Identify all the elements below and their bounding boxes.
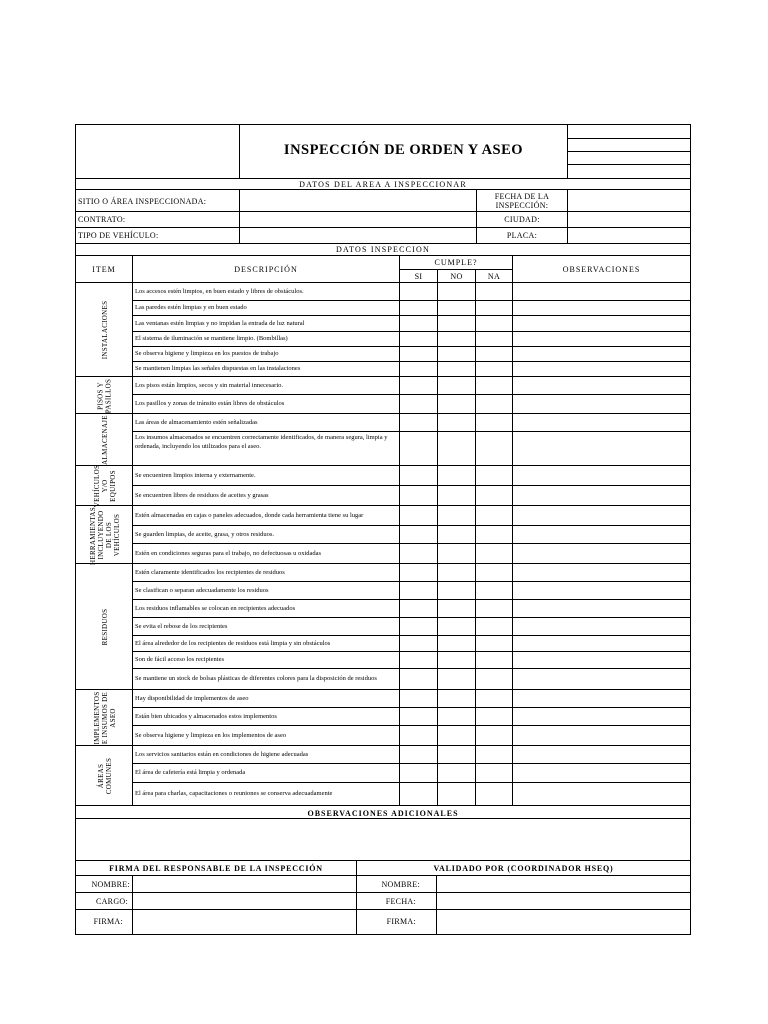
col-descripcion-header: [133, 256, 400, 283]
item-description: [133, 746, 400, 764]
observaciones-cell[interactable]: [513, 783, 691, 806]
sitio-label-cell: [76, 190, 240, 212]
observaciones-cell[interactable]: [513, 544, 691, 564]
no-cell[interactable]: [438, 414, 476, 432]
na-cell[interactable]: [476, 506, 513, 526]
nombre-label-cell: [76, 876, 133, 893]
item-description: [133, 618, 400, 636]
no-cell[interactable]: [438, 377, 476, 395]
na-cell[interactable]: [476, 347, 513, 362]
item-description-text: Las paredes estén limpias y en buen estado: [135, 304, 247, 311]
item-description-text: Las ventanas estén limpias y no impidan la entrada de luz natural: [135, 319, 305, 327]
observaciones-cell[interactable]: [513, 362, 691, 377]
na-cell[interactable]: [476, 636, 513, 652]
na-cell[interactable]: [476, 746, 513, 764]
item-group-label: [76, 466, 133, 506]
na-cell[interactable]: [476, 708, 513, 726]
item-description: [133, 526, 400, 544]
col-si-label: SI: [414, 272, 423, 281]
item-group-text: INSTALACIONES: [100, 300, 109, 360]
observaciones-cell[interactable]: [513, 316, 691, 332]
item-description-text: Se encuentren limpios interna y externamente.: [135, 471, 256, 479]
observaciones-cell[interactable]: [513, 669, 691, 690]
observaciones-cell[interactable]: [513, 466, 691, 486]
tipo-vehiculo-label: TIPO DE VEHÍCULO:: [78, 231, 159, 240]
item-description: [133, 544, 400, 564]
item-group-text: HERRAMIENTAS, INCLUYENDO DE LOS VEHÍCULOS: [88, 505, 121, 565]
na-cell[interactable]: [476, 414, 513, 432]
na-cell[interactable]: [476, 362, 513, 377]
item-description: [133, 636, 400, 652]
observaciones-cell[interactable]: [513, 652, 691, 669]
item-description: [133, 652, 400, 669]
tipo-vehiculo-label-cell: [76, 228, 240, 244]
fecha-label-r: FECHA:: [385, 897, 416, 906]
col-na-header: [476, 270, 513, 283]
col-observaciones-header: [513, 256, 691, 283]
item-description: [133, 414, 400, 432]
firma-label-cell-r: [357, 910, 437, 935]
col-no-header: [438, 270, 476, 283]
sitio-field[interactable]: [240, 190, 477, 212]
item-description: [133, 582, 400, 600]
item-description: [133, 690, 400, 708]
item-description-text: Se observa higiene y limpieza en los implementos de aseo: [135, 731, 287, 739]
na-cell[interactable]: [476, 395, 513, 414]
doc-date-cell[interactable]: [568, 152, 691, 165]
observaciones-cell[interactable]: [513, 600, 691, 618]
item-description: [133, 362, 400, 377]
observaciones-cell[interactable]: [513, 746, 691, 764]
item-description-text: Se evita el rebose de los recipientes: [135, 622, 228, 630]
na-cell[interactable]: [476, 377, 513, 395]
si-cell[interactable]: [400, 301, 438, 316]
firma-label-cell: [76, 910, 133, 935]
fecha-label-cell-r: [357, 893, 437, 910]
item-group-text: PISOS Y PASILLOS: [96, 378, 113, 413]
item-description-text: Se mantienen limpias las señales dispuestas en las instalaciones: [135, 365, 301, 372]
contrato-label-cell: [76, 212, 240, 228]
ciudad-field[interactable]: [568, 212, 691, 228]
tipo-vehiculo-field[interactable]: [240, 228, 477, 244]
si-cell[interactable]: [400, 506, 438, 526]
si-cell[interactable]: [400, 669, 438, 690]
observaciones-cell[interactable]: [513, 526, 691, 544]
nombre-label-cell-r: [357, 876, 437, 893]
observaciones-cell[interactable]: [513, 506, 691, 526]
no-cell[interactable]: [438, 301, 476, 316]
item-description-text: Son de fácil acceso los recipientes: [135, 656, 224, 663]
si-cell[interactable]: [400, 636, 438, 652]
na-cell[interactable]: [476, 600, 513, 618]
si-cell[interactable]: [400, 652, 438, 669]
contrato-label: CONTRATO:: [78, 215, 126, 224]
observaciones-cell[interactable]: [513, 395, 691, 414]
observaciones-cell[interactable]: [513, 414, 691, 432]
section-datos-area-title: DATOS DEL AREA A INSPECCIONAR: [299, 180, 467, 189]
item-description-text: Se encuentren libres de residuos de aceites y grasas: [135, 491, 269, 499]
observaciones-cell[interactable]: [513, 582, 691, 600]
firma-responsable-header: [76, 861, 357, 876]
na-cell[interactable]: [476, 783, 513, 806]
si-cell[interactable]: [400, 332, 438, 347]
item-description: [133, 783, 400, 806]
firma-responsable-title: FIRMA DEL RESPONSABLE DE LA INSPECCIÓN: [109, 864, 323, 873]
na-cell[interactable]: [476, 564, 513, 582]
si-cell[interactable]: [400, 347, 438, 362]
item-group-text: RESIDUOS: [100, 608, 109, 646]
fecha-label-line1: FECHA DE LA: [494, 192, 550, 201]
item-description-text: El área alrededor de los recipientes de residuos está limpia y sin obstáculos: [135, 639, 331, 647]
si-cell[interactable]: [400, 544, 438, 564]
item-description-text: El área de cafetería está limpia y ordenada: [135, 769, 246, 776]
observaciones-cell[interactable]: [513, 726, 691, 746]
item-description-text: Estén claramente identificados los recipientes de residuos: [135, 568, 285, 576]
no-cell[interactable]: [438, 395, 476, 414]
no-cell[interactable]: [438, 466, 476, 486]
item-group-label: [76, 564, 133, 690]
observaciones-cell[interactable]: [513, 564, 691, 582]
item-group-label: [76, 283, 133, 377]
si-cell[interactable]: [400, 618, 438, 636]
no-cell[interactable]: [438, 432, 476, 466]
item-description: [133, 708, 400, 726]
na-cell[interactable]: [476, 316, 513, 332]
na-cell[interactable]: [476, 690, 513, 708]
observaciones-cell[interactable]: [513, 283, 691, 301]
item-group-text: ÁREAS COMUNES: [96, 757, 113, 795]
no-cell[interactable]: [438, 283, 476, 301]
placa-field[interactable]: [568, 228, 691, 244]
observaciones-adicionales-field[interactable]: [76, 819, 691, 861]
item-group-text: IMPLEMENTOS E INSUMOS DE ASEO: [92, 691, 117, 745]
si-cell[interactable]: [400, 526, 438, 544]
doc-page-cell[interactable]: [568, 165, 691, 179]
item-description-text: Los pisos están limpios, secos y sin material innecesario.: [135, 381, 284, 389]
fecha-label-line2: INSPECCIÓN:: [495, 201, 549, 210]
no-cell[interactable]: [438, 506, 476, 526]
page-title: INSPECCIÓN DE ORDEN Y ASEO: [283, 142, 524, 158]
observaciones-cell[interactable]: [513, 347, 691, 362]
si-cell[interactable]: [400, 395, 438, 414]
item-group-label: [76, 746, 133, 806]
doc-version-cell[interactable]: [568, 139, 691, 152]
si-cell[interactable]: [400, 726, 438, 746]
item-description-text: Estén en condiciones seguras para el trabajo, no defectuosas u oxidadas: [135, 549, 322, 557]
validado-por-title: VALIDADO POR (COORDINADOR HSEQ): [433, 864, 614, 873]
col-item-header: [76, 256, 133, 283]
no-cell[interactable]: [438, 690, 476, 708]
item-description-text: Los residuos inflamables se colocan en recipientes adecuados: [135, 604, 296, 612]
section-datos-inspeccion: [76, 244, 691, 256]
ciudad-label: CIUDAD:: [504, 215, 540, 224]
item-description: [133, 301, 400, 316]
item-group-text: ALMACENAJE: [100, 415, 109, 465]
si-cell[interactable]: [400, 582, 438, 600]
item-description: [133, 432, 400, 466]
na-cell[interactable]: [476, 466, 513, 486]
col-descripcion-label: DESCRIPCIÓN: [234, 265, 298, 274]
observaciones-adicionales-header: [76, 809, 691, 819]
doc-code-cell[interactable]: [568, 125, 691, 139]
inspection-form: [75, 124, 691, 935]
nombre-label-r: NOMBRE:: [381, 880, 420, 889]
no-cell[interactable]: [438, 347, 476, 362]
item-description: [133, 564, 400, 582]
si-cell[interactable]: [400, 746, 438, 764]
no-cell[interactable]: [438, 332, 476, 347]
item-description-text: Se mantiene un stock de bolsas plásticas de diferentes colores para la disposición de residuos: [135, 675, 377, 682]
no-cell[interactable]: [438, 783, 476, 806]
observaciones-cell[interactable]: [513, 301, 691, 316]
item-description: [133, 600, 400, 618]
item-group-label: [76, 506, 133, 564]
no-cell[interactable]: [438, 582, 476, 600]
si-cell[interactable]: [400, 316, 438, 332]
item-group-text: VEHÍCULOS Y/O EQUIPOS: [92, 464, 117, 508]
si-cell[interactable]: [400, 486, 438, 506]
item-description-text: Las áreas de almacenamiento estén señalizadas: [135, 418, 258, 426]
no-cell[interactable]: [438, 652, 476, 669]
no-cell[interactable]: [438, 600, 476, 618]
si-cell[interactable]: [400, 690, 438, 708]
observaciones-cell[interactable]: [513, 377, 691, 395]
observaciones-cell[interactable]: [513, 708, 691, 726]
na-cell[interactable]: [476, 618, 513, 636]
cargo-field[interactable]: [133, 893, 357, 910]
item-description: [133, 466, 400, 486]
item-description: [133, 395, 400, 414]
item-description: [133, 316, 400, 332]
na-cell[interactable]: [476, 332, 513, 347]
na-cell[interactable]: [476, 283, 513, 301]
firma-label: FIRMA:: [93, 917, 123, 926]
observaciones-cell[interactable]: [513, 764, 691, 783]
observaciones-cell[interactable]: [513, 618, 691, 636]
na-cell[interactable]: [476, 544, 513, 564]
placa-label: PLACA:: [506, 231, 538, 240]
sitio-label: SITIO O ÁREA INSPECCIONADA:: [78, 197, 207, 206]
col-na-label: NA: [487, 272, 501, 281]
no-cell[interactable]: [438, 362, 476, 377]
item-description-text: Se observa higiene y limpieza en los puestos de trabajo: [135, 350, 279, 357]
no-cell[interactable]: [438, 746, 476, 764]
item-group-label: [76, 690, 133, 746]
si-cell[interactable]: [400, 466, 438, 486]
item-description-text: Se guarden limpias, de aceite, grasa, y otros residuos.: [135, 530, 274, 538]
si-cell[interactable]: [400, 783, 438, 806]
fecha-field-r[interactable]: [437, 893, 691, 910]
item-description: [133, 377, 400, 395]
si-cell[interactable]: [400, 414, 438, 432]
item-group-label: [76, 377, 133, 414]
no-cell[interactable]: [438, 544, 476, 564]
item-group-label: [76, 414, 133, 466]
logo-area: [76, 125, 240, 179]
si-cell[interactable]: [400, 600, 438, 618]
na-cell[interactable]: [476, 486, 513, 506]
na-cell[interactable]: [476, 526, 513, 544]
si-cell[interactable]: [400, 377, 438, 395]
firma-label-r: FIRMA:: [386, 917, 416, 926]
no-cell[interactable]: [438, 669, 476, 690]
item-description-text: Están bien ubicados y almacenados estos implementos: [135, 712, 277, 720]
item-description-text: Se clasifican o separan adecuadamente los residuos: [135, 586, 269, 594]
col-cumple-header: [400, 256, 513, 270]
na-cell[interactable]: [476, 669, 513, 690]
nombre-field-r[interactable]: [437, 876, 691, 893]
section-datos-inspeccion-title: DATOS INSPECCION: [336, 245, 430, 254]
item-description-text: Los insumos almacenados se encuentren correctamente identificados, de manera segura, limpia y ordenada, incluyendo los utilizados para el aseo.: [135, 434, 388, 450]
observaciones-adicionales-title: OBSERVACIONES ADICIONALES: [307, 809, 459, 818]
item-description-text: El área para charlas, capacitaciones o reuniones se conserva adecuadamente: [135, 790, 333, 797]
item-description-text: Estén almacenadas en cajas o paneles adecuados, donde cada herramienta tiene su lugar: [135, 511, 364, 519]
col-si-header: [400, 270, 438, 283]
ciudad-label-cell: [477, 212, 568, 228]
nombre-field[interactable]: [133, 876, 357, 893]
observaciones-cell[interactable]: [513, 486, 691, 506]
si-cell[interactable]: [400, 564, 438, 582]
item-description: [133, 764, 400, 783]
col-item-label: ITEM: [92, 265, 116, 274]
observaciones-cell[interactable]: [513, 690, 691, 708]
col-observaciones-label: OBSERVACIONES: [562, 265, 641, 274]
nombre-label: NOMBRE:: [91, 880, 130, 889]
no-cell[interactable]: [438, 618, 476, 636]
section-datos-area: [76, 179, 691, 190]
si-cell[interactable]: [400, 764, 438, 783]
placa-label-cell: [477, 228, 568, 244]
fecha-label-cell: [477, 190, 568, 212]
item-description-text: Los servicios sanitarios están en condiciones de higiene adecuadas: [135, 750, 309, 758]
no-cell[interactable]: [438, 564, 476, 582]
item-description: [133, 283, 400, 301]
observaciones-cell[interactable]: [513, 432, 691, 466]
item-description-text: Los accesos estén limpios, en buen estado y libres de obstáculos.: [135, 287, 304, 295]
no-cell[interactable]: [438, 764, 476, 783]
no-cell[interactable]: [438, 486, 476, 506]
na-cell[interactable]: [476, 582, 513, 600]
firma-field[interactable]: [133, 910, 357, 935]
item-description: [133, 332, 400, 347]
no-cell[interactable]: [438, 526, 476, 544]
na-cell[interactable]: [476, 764, 513, 783]
na-cell[interactable]: [476, 726, 513, 746]
col-no-label: NO: [450, 272, 463, 281]
fecha-field[interactable]: [568, 190, 691, 212]
si-cell[interactable]: [400, 283, 438, 301]
cargo-label: CARGO:: [95, 897, 128, 906]
no-cell[interactable]: [438, 726, 476, 746]
si-cell[interactable]: [400, 708, 438, 726]
item-description: [133, 347, 400, 362]
item-description: [133, 486, 400, 506]
item-description: [133, 506, 400, 526]
na-cell[interactable]: [476, 652, 513, 669]
observaciones-cell[interactable]: [513, 332, 691, 347]
no-cell[interactable]: [438, 316, 476, 332]
title-box: [240, 125, 568, 179]
observaciones-cell[interactable]: [513, 636, 691, 652]
item-description: [133, 726, 400, 746]
item-description-text: Hay disponibilidad de implementos de aseo: [135, 694, 249, 702]
no-cell[interactable]: [438, 636, 476, 652]
firma-field-r[interactable]: [437, 910, 691, 935]
item-description-text: Los pasillos y zonas de tránsito están libres de obstáculos: [135, 400, 285, 407]
item-description: [133, 669, 400, 690]
si-cell[interactable]: [400, 362, 438, 377]
validado-por-header: [357, 861, 691, 876]
no-cell[interactable]: [438, 708, 476, 726]
na-cell[interactable]: [476, 432, 513, 466]
contrato-field[interactable]: [240, 212, 477, 228]
si-cell[interactable]: [400, 432, 438, 466]
col-cumple-label: CUMPLE?: [434, 258, 478, 267]
item-description-text: El sistema de iluminación se mantiene limpio. (Bombillas): [135, 335, 288, 342]
cargo-label-cell: [76, 893, 133, 910]
na-cell[interactable]: [476, 301, 513, 316]
